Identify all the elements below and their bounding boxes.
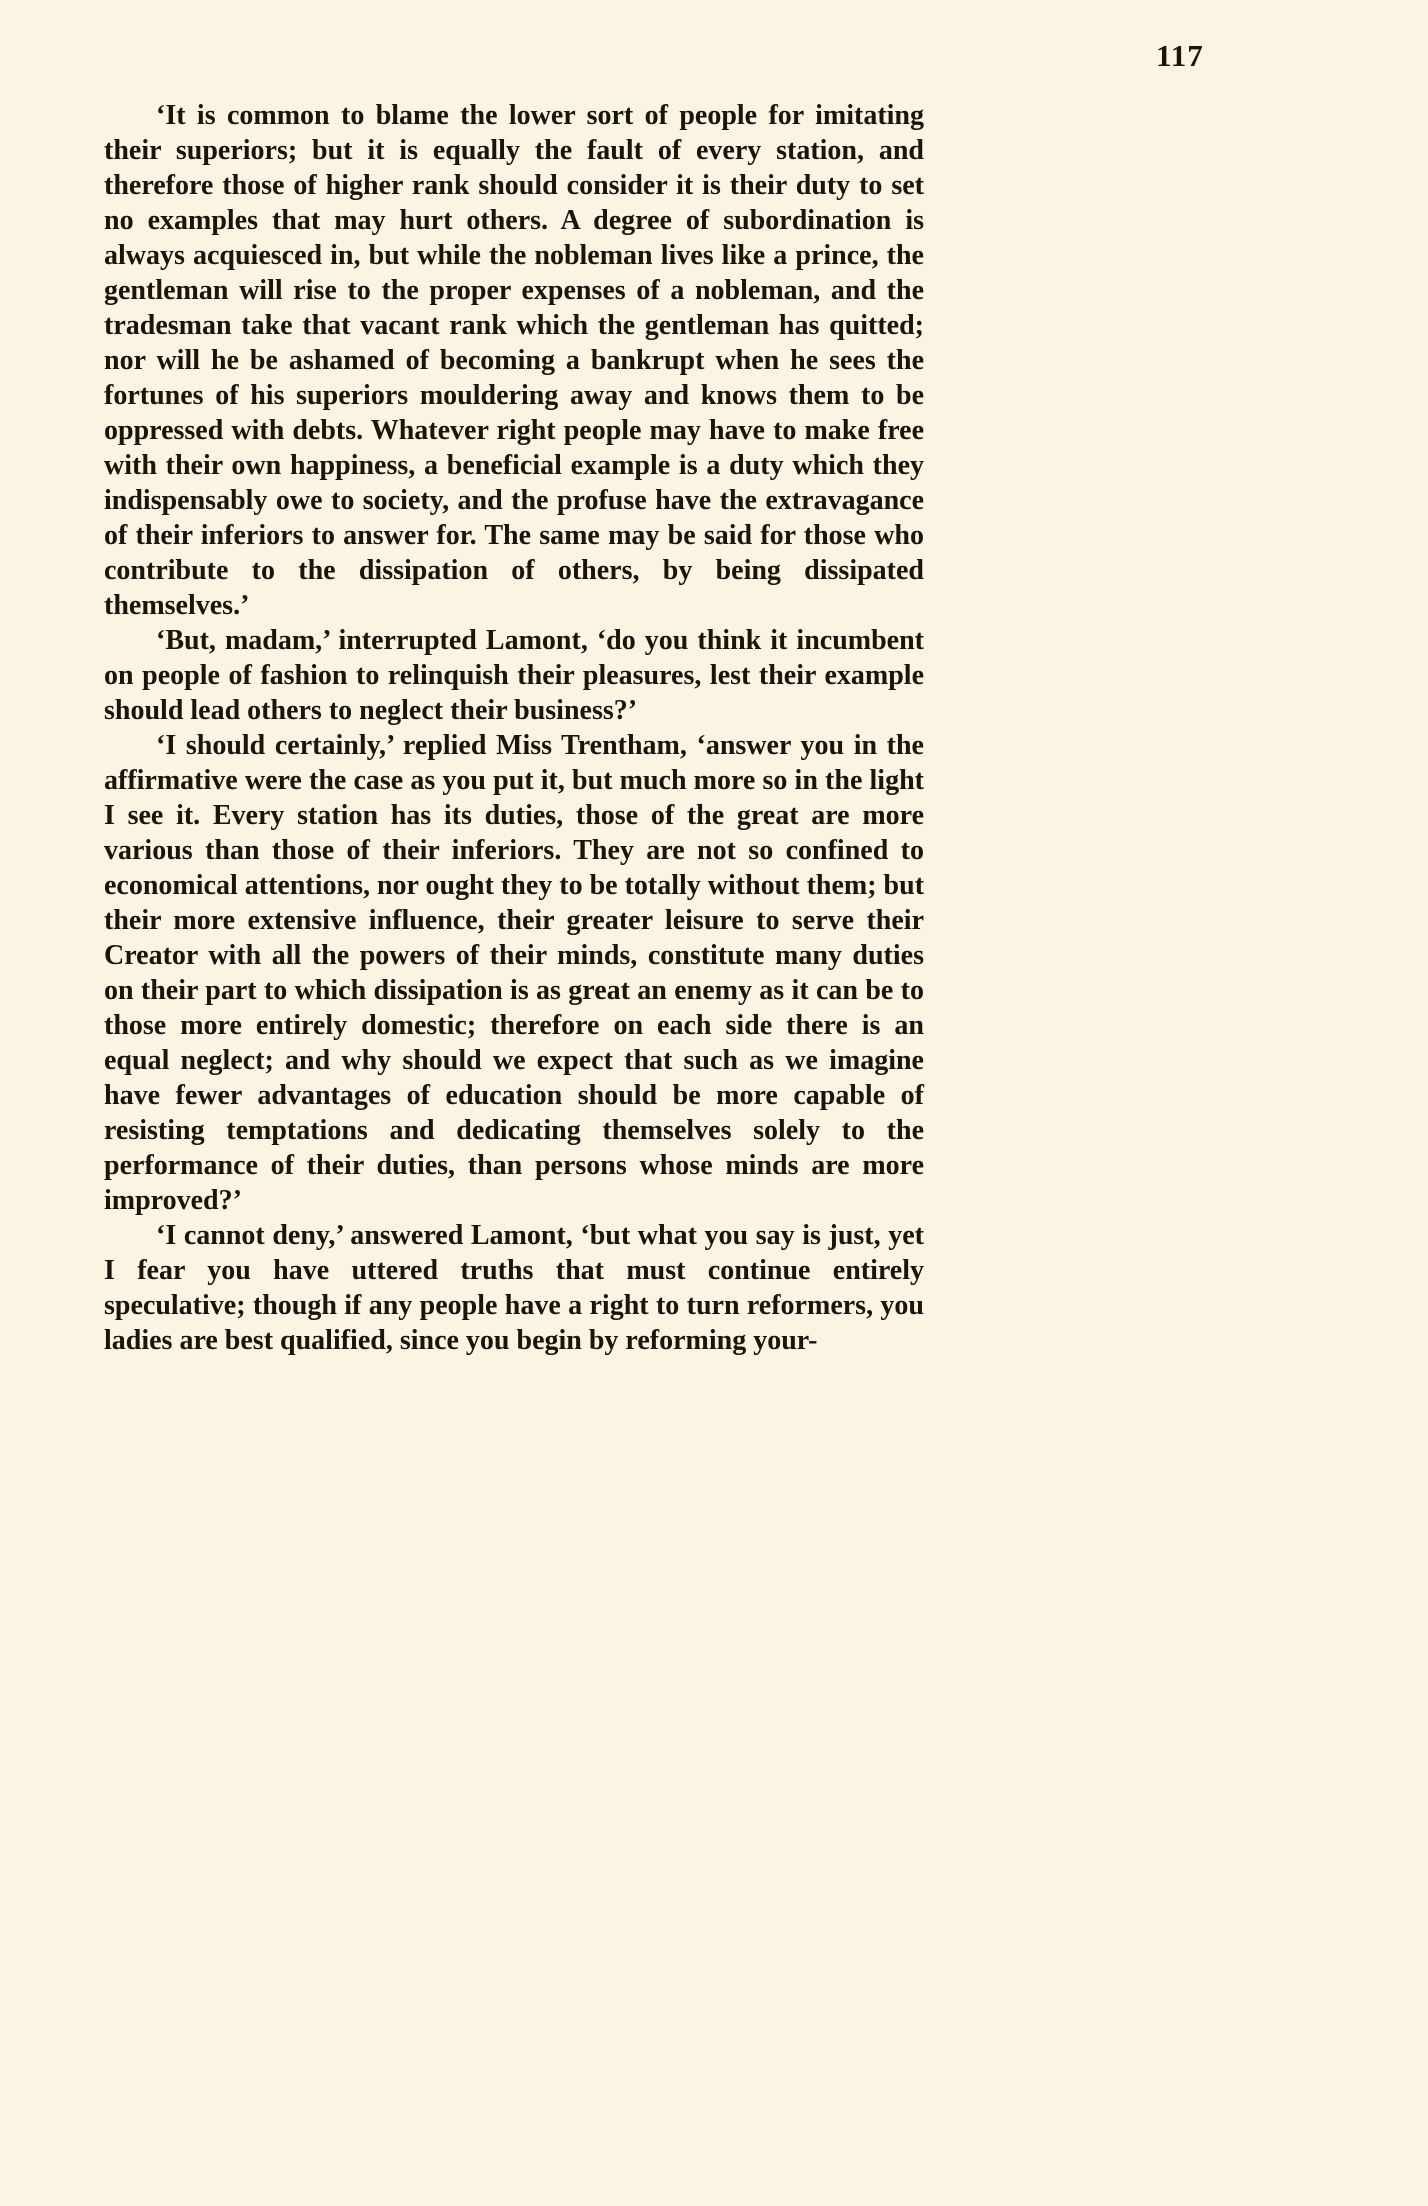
paragraph: ‘I cannot deny,’ answered Lamont, ‘but what you say is just, yet I fear you have uttered truths that must continue entirely speculative; though if any people have a right to turn reformers, you ladies are best qualified, since you begin by reforming your- bbox=[104, 1220, 924, 1356]
paragraph: ‘It is common to blame the lower sort of people for imitating their superiors; but it is equally the fault of every station, and therefore those of higher rank should consider it is their duty to set no examples that may hurt others. A degree of subordination is always acquiesced in, but while the nobleman lives like a prince, the gentleman will rise to the proper expenses of a nobleman, and the tradesman take that vacant rank which the gentleman has quitted; nor will he be ashamed of becoming a bankrupt when he sees the fortunes of his superiors mouldering away and knows them to be oppressed with debts. Whatever right people may have to make free with their own happiness, a beneficial example is a duty which they indispensably owe to society, and the profuse have the extravagance of their inferiors to answer for. The same may be said for those who contribute to the dissipation of others, by being dissipated themselves.’ bbox=[104, 100, 924, 621]
paragraph: ‘I should certainly,’ replied Miss Trentham, ‘answer you in the affirmative were the case as you put it, but much more so in the light I see it. Every station has its duties, those of the great are more various than those of their inferiors. They are not so confined to economical attentions, nor ought they to be totally without them; but their more extensive influence, their greater leisure to serve their Creator with all the powers of their minds, constitute many duties on their part to which dissipation is as great an enemy as it can be to those more entirely domestic; therefore on each side there is an equal neglect; and why should we expect that such as we imagine have fewer advantages of education should be more capable of resisting temptations and dedicating themselves solely to the performance of their duties, than persons whose minds are more improved?’ bbox=[104, 730, 925, 1216]
body-text bbox=[104, 98, 924, 1358]
paragraph: ‘But, madam,’ interrupted Lamont, ‘do you think it incumbent on people of fashion to relinquish their pleasures, lest their example should lead others to neglect their business?’ bbox=[104, 625, 924, 726]
page-number: 117 bbox=[1156, 38, 1204, 73]
